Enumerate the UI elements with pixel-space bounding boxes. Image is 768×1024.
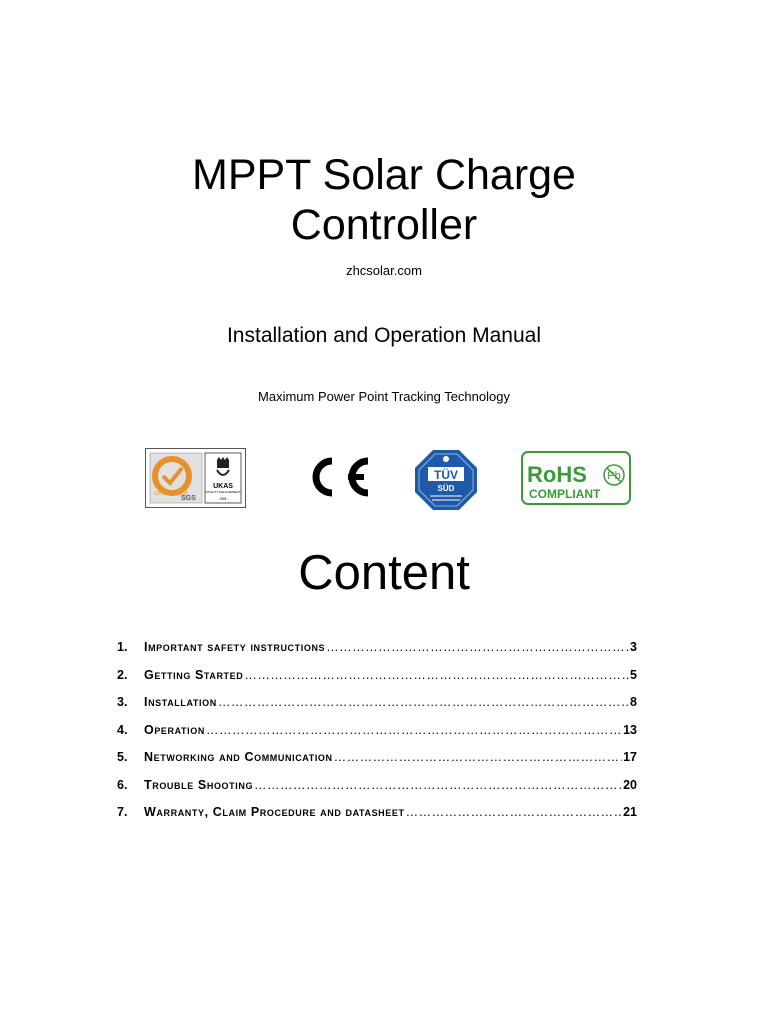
manual-subtitle: Installation and Operation Manual bbox=[226, 324, 542, 347]
toc-entry[interactable] bbox=[117, 805, 637, 833]
certification-logos bbox=[0, 445, 768, 515]
toc-leader-dots bbox=[206, 723, 622, 737]
toc-entry-page: 5 bbox=[630, 667, 637, 682]
svg-text:SGS: SGS bbox=[181, 495, 196, 502]
toc-entry[interactable] bbox=[117, 778, 637, 806]
document-title bbox=[0, 150, 768, 250]
toc-entry-page: 20 bbox=[623, 777, 637, 792]
toc-entry-number: 2. bbox=[117, 667, 128, 682]
toc-entry[interactable] bbox=[117, 668, 637, 696]
content-heading: Content bbox=[298, 546, 470, 600]
toc-entry[interactable] bbox=[117, 750, 637, 778]
svg-text:ISO 9001:2008: ISO 9001:2008 bbox=[154, 491, 188, 497]
title-line-1: MPPT Solar Charge bbox=[192, 151, 576, 199]
toc-entry-page: 3 bbox=[630, 640, 637, 654]
toc-entry-number: 4. bbox=[117, 722, 128, 737]
toc-entry-title: Warranty, Claim Procedure and datasheet bbox=[144, 805, 405, 819]
toc-entry[interactable] bbox=[117, 640, 637, 668]
rohs-compliant-logo bbox=[521, 451, 631, 505]
tuv-sud-logo bbox=[414, 449, 478, 511]
toc-entry-number: 7. bbox=[117, 805, 128, 819]
technology-tagline: Maximum Power Point Tracking Technology bbox=[258, 389, 510, 404]
table-of-contents bbox=[117, 640, 637, 833]
toc-entry-title: Getting Started bbox=[144, 667, 244, 682]
toc-entry-number: 6. bbox=[117, 777, 128, 792]
svg-text:Pb: Pb bbox=[607, 470, 621, 482]
toc-leader-dots bbox=[406, 805, 623, 819]
toc-leader-dots bbox=[254, 778, 622, 792]
ce-mark-logo bbox=[300, 455, 372, 499]
toc-entry-number: 1. bbox=[117, 640, 128, 654]
toc-leader-dots bbox=[218, 695, 629, 709]
toc-entry-page: 17 bbox=[623, 750, 637, 764]
svg-text:COMPLIANT: COMPLIANT bbox=[529, 487, 601, 501]
sgs-ukas-logo bbox=[145, 448, 246, 508]
toc-entry-title: Trouble Shooting bbox=[144, 777, 254, 792]
toc-entry[interactable] bbox=[117, 723, 637, 751]
toc-entry[interactable] bbox=[117, 695, 637, 723]
toc-leader-dots bbox=[334, 750, 622, 764]
toc-entry-title: Important safety instructions bbox=[144, 640, 326, 654]
title-line-2: Controller bbox=[290, 201, 478, 249]
toc-entry-number: 3. bbox=[117, 695, 128, 709]
toc-entry-title: Installation bbox=[144, 695, 217, 709]
svg-text:QUALITY MANAGEMENT: QUALITY MANAGEMENT bbox=[205, 490, 241, 494]
toc-entry-page: 13 bbox=[623, 722, 637, 737]
svg-text:005: 005 bbox=[219, 496, 227, 501]
toc-leader-dots bbox=[326, 640, 629, 654]
svg-text:UKAS: UKAS bbox=[213, 483, 233, 490]
toc-entry-number: 5. bbox=[117, 750, 128, 764]
toc-entry-page: 8 bbox=[630, 695, 637, 709]
svg-text:RoHS: RoHS bbox=[527, 462, 587, 487]
toc-leader-dots bbox=[244, 668, 629, 682]
toc-entry-page: 21 bbox=[623, 805, 637, 819]
toc-entry-title: Operation bbox=[144, 722, 205, 737]
website-label: zhcsolar.com bbox=[346, 263, 422, 278]
toc-entry-title: Networking and Communication bbox=[144, 750, 333, 764]
svg-text:SÜD: SÜD bbox=[437, 484, 455, 493]
svg-text:TÜV: TÜV bbox=[434, 468, 458, 482]
